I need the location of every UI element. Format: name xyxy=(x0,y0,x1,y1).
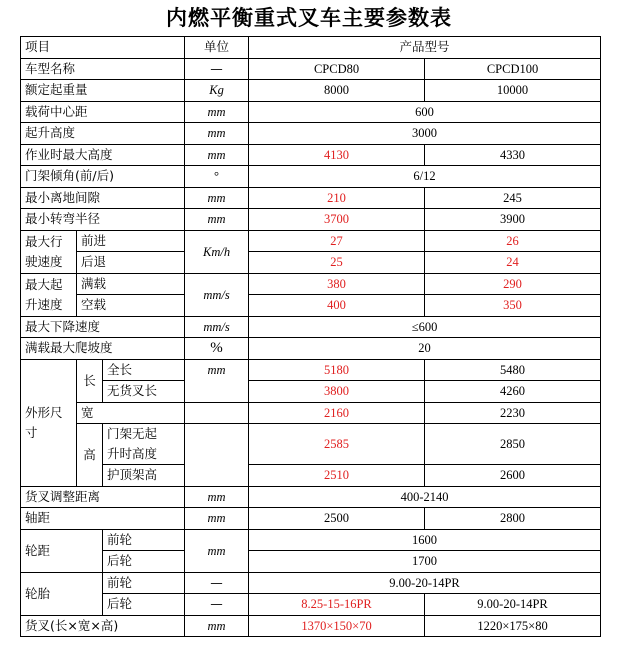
table-row xyxy=(21,508,601,530)
table-row xyxy=(21,316,601,338)
group-label-line: 外形尺 xyxy=(25,404,63,420)
value-a-cell: 5180 xyxy=(249,359,425,381)
header-model: 产品型号 xyxy=(249,37,601,59)
value-a-cell: 2585 xyxy=(249,424,425,465)
model-b-cell: CPCD100 xyxy=(425,58,601,80)
value-b-cell: 4330 xyxy=(425,144,601,166)
table-row xyxy=(21,101,601,123)
row-label: 最小转弯半径 xyxy=(21,209,185,231)
table-row xyxy=(21,252,601,274)
unit-cell xyxy=(185,402,249,424)
row-label: 最大下降速度 xyxy=(21,316,185,338)
group-label: 轮胎 xyxy=(21,572,103,615)
group-label xyxy=(21,230,77,273)
row-label: 满载最大爬坡度 xyxy=(21,338,185,360)
value-b-cell: 2600 xyxy=(425,465,601,487)
table-row xyxy=(21,58,601,80)
unit-cell: mm xyxy=(185,508,249,530)
table-row xyxy=(21,359,601,381)
unit-cell: — xyxy=(185,572,249,594)
value-a-cell: 210 xyxy=(249,187,425,209)
spec-table xyxy=(20,36,601,637)
table-row xyxy=(21,594,601,616)
value-a-cell: 2500 xyxy=(249,508,425,530)
value-cell: ≤600 xyxy=(249,316,601,338)
sub-label: 前轮 xyxy=(103,572,185,594)
sub-label-line: 升时高度 xyxy=(107,446,158,461)
group-label-line: 最大行 xyxy=(25,233,63,249)
table-row xyxy=(21,273,601,295)
unit-cell: mm xyxy=(185,615,249,637)
sub-label: 空载 xyxy=(77,295,185,317)
group-label xyxy=(21,273,77,316)
table-row xyxy=(21,80,601,102)
sub-label-line: 门架无起 xyxy=(107,426,158,441)
sub-group-label: 长 xyxy=(77,359,103,402)
table-row xyxy=(21,572,601,594)
sub-label: 后退 xyxy=(77,252,185,274)
row-label: 最小离地间隙 xyxy=(21,187,185,209)
unit-cell: mm xyxy=(185,187,249,209)
group-label-line: 驶速度 xyxy=(25,253,63,269)
value-cell: 400-2140 xyxy=(249,486,601,508)
value-b-cell: 24 xyxy=(425,252,601,274)
value-b-cell: 1220×175×80 xyxy=(425,615,601,637)
group-label-line: 寸 xyxy=(25,424,38,440)
value-cell: 3000 xyxy=(249,123,601,145)
value-b-cell: 2800 xyxy=(425,508,601,530)
unit-cell: Kg xyxy=(185,80,249,102)
table-row xyxy=(21,295,601,317)
sub-label: 宽 xyxy=(77,402,185,424)
header-unit: 单位 xyxy=(185,37,249,59)
unit-cell: mm xyxy=(185,101,249,123)
row-label: 门架倾角(前/后) xyxy=(21,166,185,188)
sub-label: 后轮 xyxy=(103,551,185,573)
table-row xyxy=(21,230,601,252)
row-label: 货叉(长×宽×高) xyxy=(21,615,185,637)
sub-label: 满载 xyxy=(77,273,185,295)
value-b-cell: 245 xyxy=(425,187,601,209)
value-b-cell: 2850 xyxy=(425,424,601,465)
value-b-cell: 26 xyxy=(425,230,601,252)
unit-cell: ° xyxy=(185,166,249,188)
table-row xyxy=(21,381,601,403)
table-row xyxy=(21,123,601,145)
table-row xyxy=(21,144,601,166)
table-row xyxy=(21,209,601,231)
row-label: 轴距 xyxy=(21,508,185,530)
value-cell: 600 xyxy=(249,101,601,123)
value-a-cell: 3800 xyxy=(249,381,425,403)
value-b-cell: 350 xyxy=(425,295,601,317)
value-a-cell: 2510 xyxy=(249,465,425,487)
row-label: 车型名称 xyxy=(21,58,185,80)
table-row xyxy=(21,529,601,551)
unit-cell: Km/h xyxy=(185,230,249,273)
row-label: 起升高度 xyxy=(21,123,185,145)
value-a-cell: 380 xyxy=(249,273,425,295)
table-row xyxy=(21,166,601,188)
value-b-cell: 2230 xyxy=(425,402,601,424)
unit-cell: mm xyxy=(185,359,249,402)
sub-label: 无货叉长 xyxy=(103,381,185,403)
value-cell: 1700 xyxy=(249,551,601,573)
table-row xyxy=(21,465,601,487)
table-row xyxy=(21,338,601,360)
value-a-cell: 4130 xyxy=(249,144,425,166)
sub-label: 护顶架高 xyxy=(103,465,185,487)
table-row xyxy=(21,551,601,573)
value-cell: 20 xyxy=(249,338,601,360)
value-a-cell: 3700 xyxy=(249,209,425,231)
value-a-cell: 8.25-15-16PR xyxy=(249,594,425,616)
value-a-cell: 1370×150×70 xyxy=(249,615,425,637)
group-label xyxy=(21,359,77,486)
sub-label: 前轮 xyxy=(103,529,185,551)
value-a-cell: 27 xyxy=(249,230,425,252)
row-label: 载荷中心距 xyxy=(21,101,185,123)
unit-cell: mm xyxy=(185,209,249,231)
sub-label: 后轮 xyxy=(103,594,185,616)
value-b-cell: 4260 xyxy=(425,381,601,403)
unit-cell: mm/s xyxy=(185,316,249,338)
unit-cell: mm xyxy=(185,144,249,166)
value-b-cell: 3900 xyxy=(425,209,601,231)
model-a-cell: CPCD80 xyxy=(249,58,425,80)
group-label: 轮距 xyxy=(21,529,103,572)
page-title: 内燃平衡重式叉车主要参数表 xyxy=(166,5,452,30)
group-label-line: 升速度 xyxy=(25,296,63,312)
unit-cell: mm/s xyxy=(185,273,249,316)
unit-cell: — xyxy=(185,58,249,80)
sub-label: 前进 xyxy=(77,230,185,252)
sub-group-label: 高 xyxy=(77,424,103,487)
table-row-header xyxy=(21,37,601,59)
unit-cell: % xyxy=(185,338,249,360)
unit-cell: mm xyxy=(185,529,249,572)
value-b-cell: 290 xyxy=(425,273,601,295)
table-row xyxy=(21,187,601,209)
sub-label xyxy=(103,424,185,465)
table-row xyxy=(21,486,601,508)
value-b-cell: 10000 xyxy=(425,80,601,102)
value-b-cell: 5480 xyxy=(425,359,601,381)
group-label-line: 最大起 xyxy=(25,276,63,292)
value-cell: 6/12 xyxy=(249,166,601,188)
value-a-cell: 2160 xyxy=(249,402,425,424)
unit-cell xyxy=(185,424,249,487)
row-label: 货叉调整距离 xyxy=(21,486,185,508)
value-cell: 1600 xyxy=(249,529,601,551)
sub-label: 全长 xyxy=(103,359,185,381)
row-label: 额定起重量 xyxy=(21,80,185,102)
value-a-cell: 400 xyxy=(249,295,425,317)
unit-cell: — xyxy=(185,594,249,616)
row-label: 作业时最大高度 xyxy=(21,144,185,166)
value-cell: 9.00-20-14PR xyxy=(249,572,601,594)
table-row xyxy=(21,615,601,637)
unit-cell: mm xyxy=(185,123,249,145)
unit-cell: mm xyxy=(185,486,249,508)
value-b-cell: 9.00-20-14PR xyxy=(425,594,601,616)
value-a-cell: 25 xyxy=(249,252,425,274)
value-a-cell: 8000 xyxy=(249,80,425,102)
header-item: 项目 xyxy=(21,37,185,59)
table-row xyxy=(21,402,601,424)
